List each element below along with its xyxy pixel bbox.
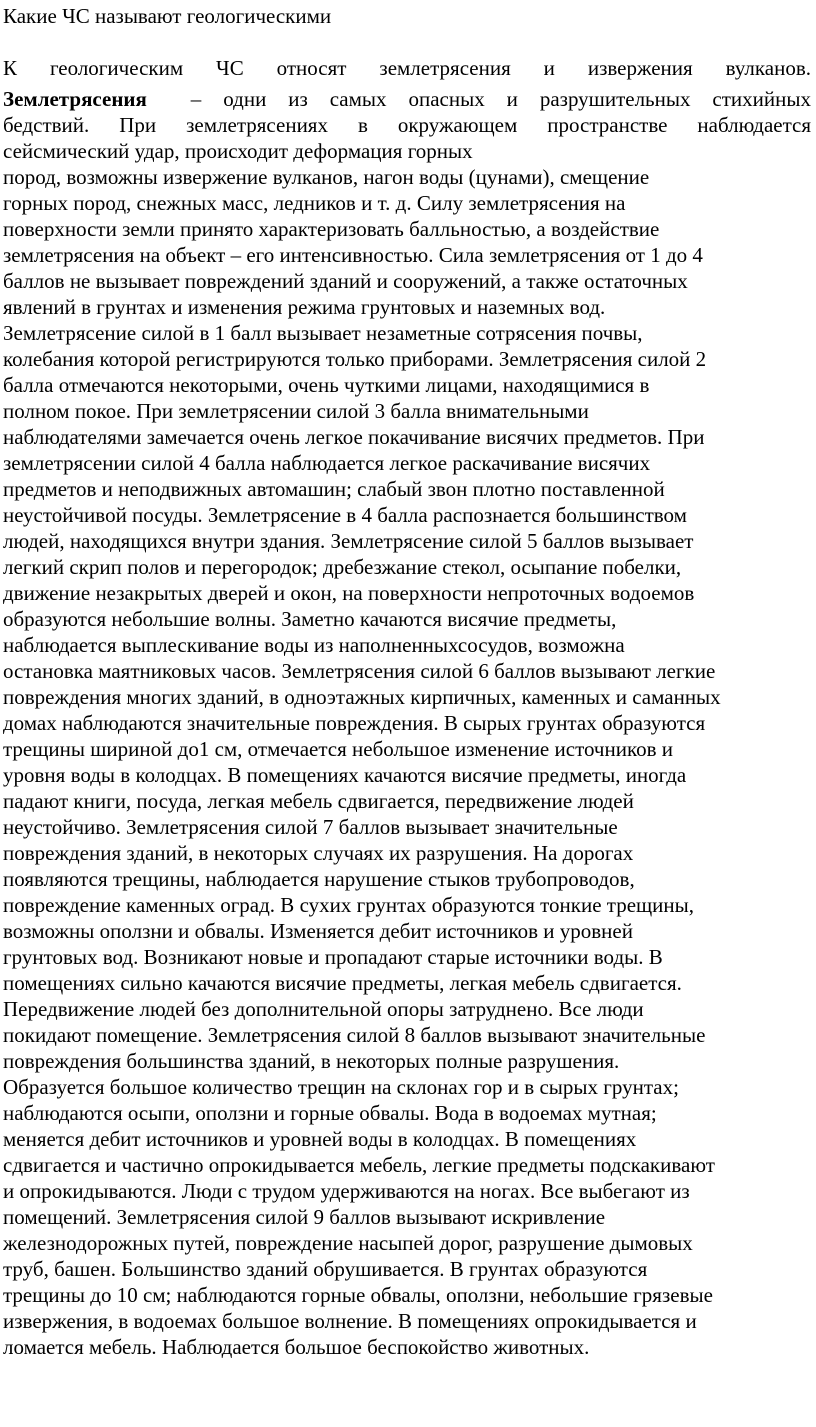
text-line-rest: – одни из самых опасных и разрушительных стихийных [190, 87, 811, 111]
text-line: Образуется большое количество трещин на склонах гор и в сырых грунтах; [3, 1075, 679, 1099]
text-line: бедствий. При землетрясениях в окружающем пространстве наблюдается [3, 113, 811, 137]
text-line [3, 86, 811, 112]
text-line: появляются трещины, наблюдается нарушение стыков трубопроводов, [3, 867, 635, 891]
text-line: сейсмический удар, происходит деформация горных [3, 139, 473, 163]
document-title: Какие ЧС называют геологическими [3, 4, 332, 28]
text-line: землетрясении силой 4 балла наблюдается легкое раскачивание висячих [3, 451, 651, 475]
text-line: и опрокидываются. Люди с трудом удерживаются на ногах. Все выбегают из [3, 1179, 690, 1203]
text-line: горных пород, снежных масс, ледников и т. д. Силу землетрясения на [3, 191, 626, 215]
text-line: колебания которой регистрируются только приборами. Землетрясения силой 2 [3, 347, 707, 371]
text-line: образуются небольшие волны. Заметно качаются висячие предметы, [3, 607, 617, 631]
text-line: покидают помещение. Землетрясения силой 8 баллов вызывают значительные [3, 1023, 706, 1047]
text-line: землетрясения на объект – его интенсивностью. Сила землетрясения от 1 до 4 [3, 243, 703, 267]
text-line: меняется дебит источников и уровней воды в колодцах. В помещениях [3, 1127, 637, 1151]
text-line: возможны оползни и обвалы. Изменяется дебит источников и уровней [3, 919, 633, 943]
text-line: ломается мебель. Наблюдается большое беспокойство животных. [3, 1335, 590, 1359]
text-line: полном покое. При землетрясении силой 3 балла внимательными [3, 399, 589, 423]
text-line: падают книги, посуда, легкая мебель сдвигается, передвижение людей [3, 789, 634, 813]
text-line: Передвижение людей без дополнительной опоры затруднено. Все люди [3, 997, 644, 1021]
text-line: явлений в грунтах и изменения режима грунтовых и наземных вод. [3, 295, 606, 319]
text-line: Землетрясение силой в 1 балл вызывает незаметные сотрясения почвы, [3, 321, 643, 345]
text-line: балла отмечаются некоторыми, очень чуткими лицами, находящимися в [3, 373, 650, 397]
text-line: повреждение каменных оград. В сухих грунтах образуются тонкие трещины, [3, 893, 695, 917]
text-line: поверхности земли принято характеризовать балльностью, а воздействие [3, 217, 660, 241]
text-line: движение незакрытых дверей и окон, на поверхности непроточных водоемов [3, 581, 695, 605]
text-line: железнодорожных путей, повреждение насыпей дорог, разрушение дымовых [3, 1231, 693, 1255]
text-line: грунтовых вод. Возникают новые и пропадают старые источники воды. В [3, 945, 663, 969]
text-line: повреждения зданий, в некоторых случаях их разрушения. На дорогах [3, 841, 634, 865]
text-line: повреждения многих зданий, в одноэтажных кирпичных, каменных и саманных [3, 685, 721, 709]
text-line: наблюдаются осыпи, оползни и горные обвалы. Вода в водоемах мутная; [3, 1101, 657, 1125]
text-line: К геологическим ЧС относят землетрясения и извержения вулканов. [3, 56, 811, 80]
text-line: пород, возможны извержение вулканов, нагон воды (цунами), смещение [3, 165, 650, 189]
text-line: домах наблюдаются значительные повреждения. В сырых грунтах образуются [3, 711, 706, 735]
text-line: людей, находящихся внутри здания. Землетрясение силой 5 баллов вызывает [3, 529, 694, 553]
text-line: неустойчиво. Землетрясения силой 7 баллов вызывает значительные [3, 815, 618, 839]
text-line: помещений. Землетрясения силой 9 баллов вызывают искривление [3, 1205, 606, 1229]
text-line: повреждения большинства зданий, в некоторых полные разрушения. [3, 1049, 620, 1073]
bold-term: Землетрясения [3, 87, 147, 111]
text-line: извержения, в водоемах большое волнение. В помещениях опрокидывается и [3, 1309, 697, 1333]
text-line: наблюдается выплескивание воды из наполненныхсосудов, возможна [3, 633, 625, 657]
text-line: уровня воды в колодцах. В помещениях качаются висячие предметы, иногда [3, 763, 687, 787]
text-line: сдвигается и частично опрокидывается мебель, легкие предметы подскакивают [3, 1153, 715, 1177]
text-line: труб, башен. Большинство зданий обрушивается. В грунтах образуются [3, 1257, 648, 1281]
text-line: остановка маятниковых часов. Землетрясения силой 6 баллов вызывают легкие [3, 659, 716, 683]
text-line: предметов и неподвижных автомашин; слабый звон плотно поставленной [3, 477, 665, 501]
text-line: помещениях сильно качаются висячие предметы, легкая мебель сдвигается. [3, 971, 682, 995]
text-line: легкий скрип полов и перегородок; дребезжание стекол, осыпание побелки, [3, 555, 682, 579]
text-line: неустойчивой посуды. Землетрясение в 4 балла распознается большинством [3, 503, 687, 527]
text-line: наблюдателями замечается очень легкое покачивание висячих предметов. При [3, 425, 705, 449]
text-line: трещины шириной до1 см, отмечается небольшое изменение источников и [3, 737, 674, 761]
text-line: баллов не вызывает повреждений зданий и сооружений, а также остаточных [3, 269, 688, 293]
text-line: трещины до 10 см; наблюдаются горные обвалы, оползни, небольшие грязевые [3, 1283, 713, 1307]
